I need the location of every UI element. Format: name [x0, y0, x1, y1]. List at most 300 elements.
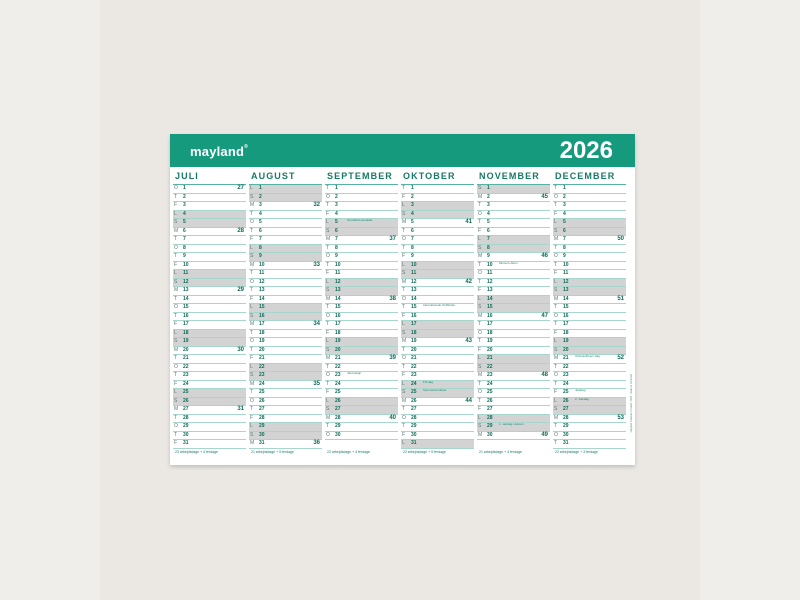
day-number: 17 [183, 321, 189, 327]
day-row [249, 432, 322, 441]
day-row [401, 245, 474, 254]
day-number: 23 [563, 372, 569, 378]
day-row [553, 389, 626, 398]
day-number: 16 [183, 312, 189, 319]
day-row [325, 321, 398, 330]
day-row [249, 313, 322, 322]
day-row [249, 228, 322, 237]
holiday-note: Juledag [575, 388, 586, 392]
day-number: 24 [259, 380, 265, 387]
day-number: 19 [259, 338, 265, 344]
weekday-letter: O [326, 372, 330, 378]
day-row [173, 321, 246, 330]
day-number: 6 [563, 227, 566, 234]
weekday-letter: L [554, 397, 557, 404]
day-row [173, 270, 246, 279]
day-row [401, 304, 474, 313]
month-footer: 21 arbejdsdage + 5 ferdage [251, 450, 294, 454]
day-number: 21 [563, 355, 569, 361]
day-number: 4 [411, 210, 414, 217]
day-number: 11 [563, 270, 569, 276]
day-row [553, 372, 626, 381]
day-row [325, 236, 398, 245]
day-list [325, 184, 398, 440]
weekday-letter: M [402, 397, 407, 404]
day-number: 15 [335, 304, 341, 310]
weekday-letter: T [478, 202, 482, 208]
day-row [553, 270, 626, 279]
day-row [477, 236, 550, 245]
weekday-letter: L [554, 219, 557, 225]
week-number: 47 [541, 312, 548, 319]
weekday-letter: S [478, 304, 482, 310]
day-number: 3 [183, 202, 186, 208]
day-number: 19 [411, 338, 417, 344]
weekday-letter: S [326, 406, 330, 412]
day-number: 16 [259, 312, 265, 319]
day-row [325, 432, 398, 441]
month-footer: 21 arbejdsdage + 4 ferdage [479, 450, 522, 454]
day-row [553, 415, 626, 424]
weekday-letter: F [250, 355, 254, 361]
month-column-november [477, 171, 550, 440]
day-number: 22 [259, 363, 265, 370]
day-row [325, 313, 398, 322]
day-row [325, 423, 398, 432]
day-number: 9 [563, 253, 566, 259]
weekday-letter: F [174, 321, 178, 327]
weekday-letter: T [250, 346, 254, 353]
day-number: 17 [335, 321, 341, 327]
weekday-letter: F [478, 346, 482, 353]
day-row [401, 355, 474, 364]
day-number: 2 [487, 193, 490, 200]
weekday-letter: M [250, 261, 255, 268]
day-row [477, 211, 550, 220]
weekday-letter: M [326, 236, 331, 242]
day-row [401, 194, 474, 203]
day-number: 13 [259, 287, 265, 293]
weekday-letter: F [250, 236, 254, 242]
weekday-letter: L [326, 338, 329, 344]
day-number: 3 [411, 202, 414, 208]
weekday-letter: F [174, 202, 178, 208]
day-number: 22 [411, 363, 417, 370]
day-number: 27 [563, 406, 569, 412]
weekday-letter: M [402, 219, 407, 225]
week-number: 39 [389, 355, 396, 361]
day-row [553, 381, 626, 390]
day-number: 27 [183, 406, 189, 412]
month-footer: 22 arbejdsdage + 5 ferdage [403, 450, 446, 454]
day-number: 5 [411, 219, 414, 225]
weekday-letter: T [250, 270, 254, 276]
weekday-letter: T [174, 414, 178, 421]
weekday-letter: S [250, 193, 254, 200]
day-row [553, 423, 626, 432]
day-number: 15 [563, 304, 569, 310]
day-row [249, 347, 322, 356]
day-row [477, 355, 550, 364]
weekday-letter: F [250, 295, 254, 302]
day-row [173, 236, 246, 245]
day-number: 23 [259, 372, 265, 378]
weekday-letter: L [554, 338, 557, 344]
day-number: 14 [259, 295, 265, 302]
day-row [553, 236, 626, 245]
day-number: 4 [335, 210, 338, 217]
day-row [249, 304, 322, 313]
weekday-letter: O [478, 210, 482, 217]
day-number: 21 [487, 355, 493, 361]
day-row [249, 236, 322, 245]
day-number: 29 [411, 423, 417, 429]
weekday-letter: O [402, 236, 406, 242]
day-row [325, 389, 398, 398]
day-row [173, 287, 246, 296]
day-row [477, 364, 550, 373]
weekday-letter: T [250, 210, 254, 217]
day-row [249, 253, 322, 262]
weekday-letter: T [554, 321, 558, 327]
day-row [173, 347, 246, 356]
day-number: 20 [183, 346, 189, 353]
day-row [477, 423, 550, 432]
day-number: 30 [563, 431, 569, 438]
weekday-letter: L [250, 423, 253, 429]
day-number: 13 [335, 287, 341, 293]
weekday-letter: T [174, 295, 178, 302]
holiday-note: FN-dag [423, 379, 434, 384]
day-row [553, 253, 626, 262]
month-title: AUGUST [251, 171, 296, 181]
day-row [325, 381, 398, 390]
day-row [553, 287, 626, 296]
day-row [401, 211, 474, 220]
weekday-letter: T [402, 406, 406, 412]
day-number: 21 [335, 355, 341, 361]
day-number: 31 [259, 440, 265, 446]
weekday-letter: O [326, 193, 330, 200]
day-row [477, 287, 550, 296]
day-row [249, 372, 322, 381]
day-number: 27 [411, 406, 417, 412]
weekday-letter: O [326, 431, 330, 438]
week-number: 35 [313, 380, 320, 387]
weekday-letter: O [326, 312, 330, 319]
week-number: 38 [389, 295, 396, 302]
weekday-letter: M [478, 253, 483, 259]
day-number: 4 [487, 210, 490, 217]
day-number: 11 [335, 270, 341, 276]
day-number: 19 [183, 338, 189, 344]
weekday-letter: L [250, 185, 253, 191]
day-number: 12 [487, 278, 493, 285]
weekday-letter: T [326, 244, 330, 251]
day-row [325, 262, 398, 271]
day-number: 2 [183, 193, 186, 200]
weekday-letter: F [478, 227, 482, 234]
day-row [401, 219, 474, 228]
day-number: 9 [259, 253, 262, 259]
day-row [249, 194, 322, 203]
weekday-letter: T [554, 440, 558, 446]
day-number: 8 [259, 244, 262, 251]
day-row [249, 423, 322, 432]
day-row [173, 313, 246, 322]
day-number: 25 [183, 389, 189, 395]
day-row [477, 304, 550, 313]
day-row [249, 398, 322, 407]
day-row [173, 279, 246, 288]
weekday-letter: O [250, 278, 254, 285]
holiday-note: Vintersolhverv dag [575, 354, 600, 358]
weekday-letter: M [478, 372, 483, 378]
weekday-letter: F [326, 329, 330, 336]
weekday-letter: O [402, 414, 406, 421]
day-row [249, 262, 322, 271]
day-number: 15 [411, 304, 417, 310]
day-row [477, 296, 550, 305]
day-row [401, 279, 474, 288]
day-row [249, 355, 322, 364]
holiday-note: Mortens Aften [499, 260, 518, 265]
day-number: 8 [183, 244, 186, 251]
day-row [553, 211, 626, 220]
day-row [325, 415, 398, 424]
month-column-august [249, 171, 322, 449]
week-number: 29 [237, 287, 244, 293]
weekday-letter: O [174, 244, 178, 251]
day-row [325, 279, 398, 288]
weekday-letter: T [402, 244, 406, 251]
day-row [249, 415, 322, 424]
week-number: 28 [237, 227, 244, 234]
day-number: 7 [259, 236, 262, 242]
day-number: 12 [411, 278, 417, 285]
month-column-september [325, 171, 398, 440]
weekday-letter: T [554, 363, 558, 370]
weekday-letter: T [478, 338, 482, 344]
day-row [553, 321, 626, 330]
week-number: 27 [237, 185, 244, 191]
day-number: 29 [563, 423, 569, 429]
weekday-letter: T [250, 406, 254, 412]
week-number: 30 [237, 346, 244, 353]
day-number: 28 [563, 414, 569, 421]
day-row [401, 236, 474, 245]
weekday-letter: L [174, 270, 177, 276]
day-row [553, 364, 626, 373]
weekday-letter: T [402, 363, 406, 370]
day-row [401, 440, 474, 449]
weekday-letter: M [174, 406, 179, 412]
day-number: 9 [411, 253, 414, 259]
day-number: 12 [335, 278, 341, 285]
day-row [173, 398, 246, 407]
weekday-letter: L [250, 304, 253, 310]
weekday-letter: M [250, 440, 255, 446]
weekday-letter: L [402, 380, 405, 387]
day-number: 7 [487, 236, 490, 242]
day-number: 16 [335, 312, 341, 319]
day-row [325, 270, 398, 279]
weekday-letter: O [326, 253, 330, 259]
day-number: 11 [183, 270, 189, 276]
weekday-letter: L [174, 210, 177, 217]
holiday-note: Jævndøgn [347, 371, 362, 375]
day-number: 7 [183, 236, 186, 242]
week-number: 33 [313, 261, 320, 268]
week-number: 34 [313, 321, 320, 327]
day-row [173, 194, 246, 203]
day-list [173, 184, 246, 449]
weekday-letter: M [478, 312, 483, 319]
weekday-letter: S [402, 389, 406, 395]
week-number: 37 [389, 236, 396, 242]
day-row [401, 398, 474, 407]
day-row [401, 313, 474, 322]
month-title: DECEMBER [555, 171, 616, 181]
day-row [477, 262, 550, 271]
day-row [249, 296, 322, 305]
day-number: 15 [259, 304, 265, 310]
weekday-letter: O [250, 397, 254, 404]
day-row [249, 406, 322, 415]
day-row [249, 440, 322, 449]
day-number: 2 [563, 193, 566, 200]
day-number: 29 [487, 423, 493, 429]
day-row [477, 313, 550, 322]
day-row [553, 304, 626, 313]
weekday-letter: O [478, 389, 482, 395]
day-row [325, 219, 398, 228]
day-row [477, 321, 550, 330]
weekday-letter: S [402, 210, 406, 217]
weekday-letter: F [326, 210, 330, 217]
day-row [401, 330, 474, 339]
weekday-letter: T [402, 423, 406, 429]
weekday-letter: T [402, 304, 406, 310]
day-number: 9 [335, 253, 338, 259]
day-number: 23 [411, 372, 417, 378]
weekday-letter: M [174, 287, 179, 293]
weekday-letter: T [478, 278, 482, 285]
day-row [173, 219, 246, 228]
day-row [325, 338, 398, 347]
day-number: 10 [563, 261, 569, 268]
month-column-oktober [401, 171, 474, 449]
day-number: 8 [335, 244, 338, 251]
day-list [553, 184, 626, 449]
weekday-letter: M [326, 414, 331, 421]
weekday-letter: T [250, 389, 254, 395]
weekday-letter: S [478, 185, 482, 191]
day-row [249, 245, 322, 254]
day-number: 24 [563, 380, 569, 387]
weekday-letter: T [478, 397, 482, 404]
day-row [553, 262, 626, 271]
day-number: 30 [259, 431, 265, 438]
day-number: 8 [487, 244, 490, 251]
day-row [553, 313, 626, 322]
day-row [249, 389, 322, 398]
weekday-letter: T [554, 380, 558, 387]
day-number: 10 [335, 261, 341, 268]
day-number: 6 [335, 227, 338, 234]
day-number: 30 [487, 431, 493, 438]
day-row [173, 253, 246, 262]
weekday-letter: T [174, 193, 178, 200]
day-number: 31 [183, 440, 189, 446]
day-number: 30 [335, 431, 341, 438]
day-row [477, 398, 550, 407]
day-number: 26 [183, 397, 189, 404]
weekday-letter: T [250, 227, 254, 234]
day-number: 14 [335, 295, 341, 302]
holiday-note: Grundlovs-ameldte [347, 218, 373, 222]
day-number: 27 [335, 406, 341, 412]
day-number: 24 [335, 380, 341, 387]
day-row [325, 364, 398, 373]
weekday-letter: M [250, 380, 255, 387]
day-row [477, 330, 550, 339]
day-row [173, 423, 246, 432]
day-row [401, 415, 474, 424]
day-number: 14 [563, 295, 569, 302]
day-row [401, 389, 474, 398]
day-number: 8 [563, 244, 566, 251]
day-number: 9 [183, 253, 186, 259]
week-number: 36 [313, 440, 320, 446]
day-number: 3 [563, 202, 566, 208]
weekday-letter: S [250, 431, 254, 438]
day-number: 14 [487, 295, 493, 302]
weekday-letter: L [174, 389, 177, 395]
day-number: 12 [563, 278, 569, 285]
day-number: 18 [563, 329, 569, 336]
day-row [477, 185, 550, 194]
weekday-letter: L [402, 440, 405, 446]
day-number: 22 [183, 363, 189, 370]
week-number: 32 [313, 202, 320, 208]
day-row [553, 202, 626, 211]
weekday-letter: S [250, 312, 254, 319]
day-row [325, 330, 398, 339]
weekday-letter: M [174, 346, 179, 353]
day-number: 1 [259, 185, 262, 191]
weekday-letter: T [402, 287, 406, 293]
day-row [325, 355, 398, 364]
weekday-letter: T [402, 227, 406, 234]
weekday-letter: S [326, 227, 330, 234]
day-row [553, 228, 626, 237]
day-row [553, 406, 626, 415]
day-row [325, 406, 398, 415]
day-number: 30 [183, 431, 189, 438]
day-row [401, 372, 474, 381]
day-row [401, 347, 474, 356]
day-number: 23 [335, 372, 341, 378]
weekday-letter: S [402, 270, 406, 276]
day-number: 19 [487, 338, 493, 344]
month-footer: 22 arbejdsdage + 3 ferdage [555, 450, 598, 454]
calendar-header [170, 134, 635, 167]
day-number: 20 [259, 346, 265, 353]
day-number: 11 [259, 270, 265, 276]
day-row [477, 219, 550, 228]
weekday-letter: O [554, 193, 558, 200]
